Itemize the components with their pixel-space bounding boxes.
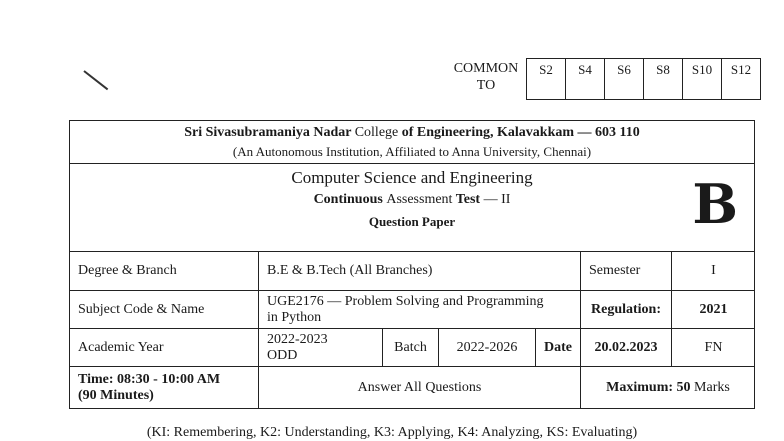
degree-label: Degree & Branch (78, 263, 177, 278)
college-name (70, 125, 754, 141)
common-label-line1: COMMON (453, 61, 519, 76)
regulation-label: Regulation: (580, 291, 671, 328)
exam-title-block (70, 164, 754, 252)
autonomous-note: (An Autonomous Institution, Affiliated to Anna University, Chennai) (232, 144, 592, 159)
maximum-marks (580, 367, 755, 408)
pen-stroke-mark (83, 70, 108, 90)
subject-label: Subject Code & Name (78, 301, 205, 317)
batch-label: Batch (382, 329, 438, 366)
instruction-text: Answer All Questions (258, 367, 580, 408)
test-name-part2: Assessment (386, 192, 453, 207)
semester-code: S2 (527, 59, 566, 100)
semester-code: S10 (683, 59, 722, 100)
common-to-block (446, 58, 761, 100)
degree-row (70, 252, 754, 291)
regulation-value: 2021 (671, 291, 755, 328)
academic-year-line1: 2022-2023 (267, 331, 328, 347)
semester-code: S12 (722, 59, 761, 100)
semester-code: S8 (644, 59, 683, 100)
college-name-part2: College (354, 125, 399, 140)
set-letter: B (692, 172, 738, 236)
semester-codes-table (526, 58, 761, 100)
session-value: FN (671, 329, 755, 366)
test-name (70, 192, 754, 208)
maximum-marks-value: Maximum: 50 (606, 379, 691, 395)
date-label: Date (535, 329, 580, 366)
question-paper-header-table (69, 120, 755, 409)
time-duration (70, 367, 258, 408)
knowledge-level-legend: (KI: Remembering, K2: Understanding, K3: Applying, K4: Analyzing, KS: Evaluating) (146, 425, 638, 440)
department-name: Computer Science and Engineering (291, 168, 533, 187)
college-name-part3: of Engineering, Kalavakkam — 603 110 (401, 125, 640, 140)
test-name-part1: Continuous (313, 192, 383, 207)
subject-value (258, 291, 580, 328)
batch-value: 2022-2026 (438, 329, 535, 366)
date-value: 20.02.2023 (580, 329, 671, 366)
semester-value: I (671, 252, 755, 290)
time-line1: Time: 08:30 - 10:00 AM (78, 371, 221, 387)
academic-year-label: Academic Year (78, 339, 164, 355)
college-header (70, 121, 754, 164)
common-to-label (446, 58, 526, 100)
maximum-marks-unit: Marks (694, 379, 730, 395)
time-line2: (90 Minutes) (78, 387, 154, 403)
test-name-part3: Test (455, 192, 481, 207)
academic-year-line2: ODD (267, 347, 298, 363)
degree-value: B.E & B.Tech (All Branches) (258, 252, 580, 290)
academic-row (70, 329, 754, 367)
academic-year-value (258, 329, 382, 366)
subject-value-line1: UGE2176 — Problem Solving and Programming (267, 293, 544, 309)
semester-label: Semester (580, 252, 671, 290)
paper-type: Question Paper (368, 214, 456, 229)
time-row (70, 367, 754, 408)
subject-value-line2: in Python (267, 309, 322, 325)
college-name-part1: Sri Sivasubramaniya Nadar (184, 125, 352, 140)
semester-code: S6 (605, 59, 644, 100)
semester-code: S4 (566, 59, 605, 100)
test-name-part4: — II (483, 192, 511, 207)
subject-row (70, 291, 754, 329)
common-label-line2: TO (476, 78, 496, 93)
